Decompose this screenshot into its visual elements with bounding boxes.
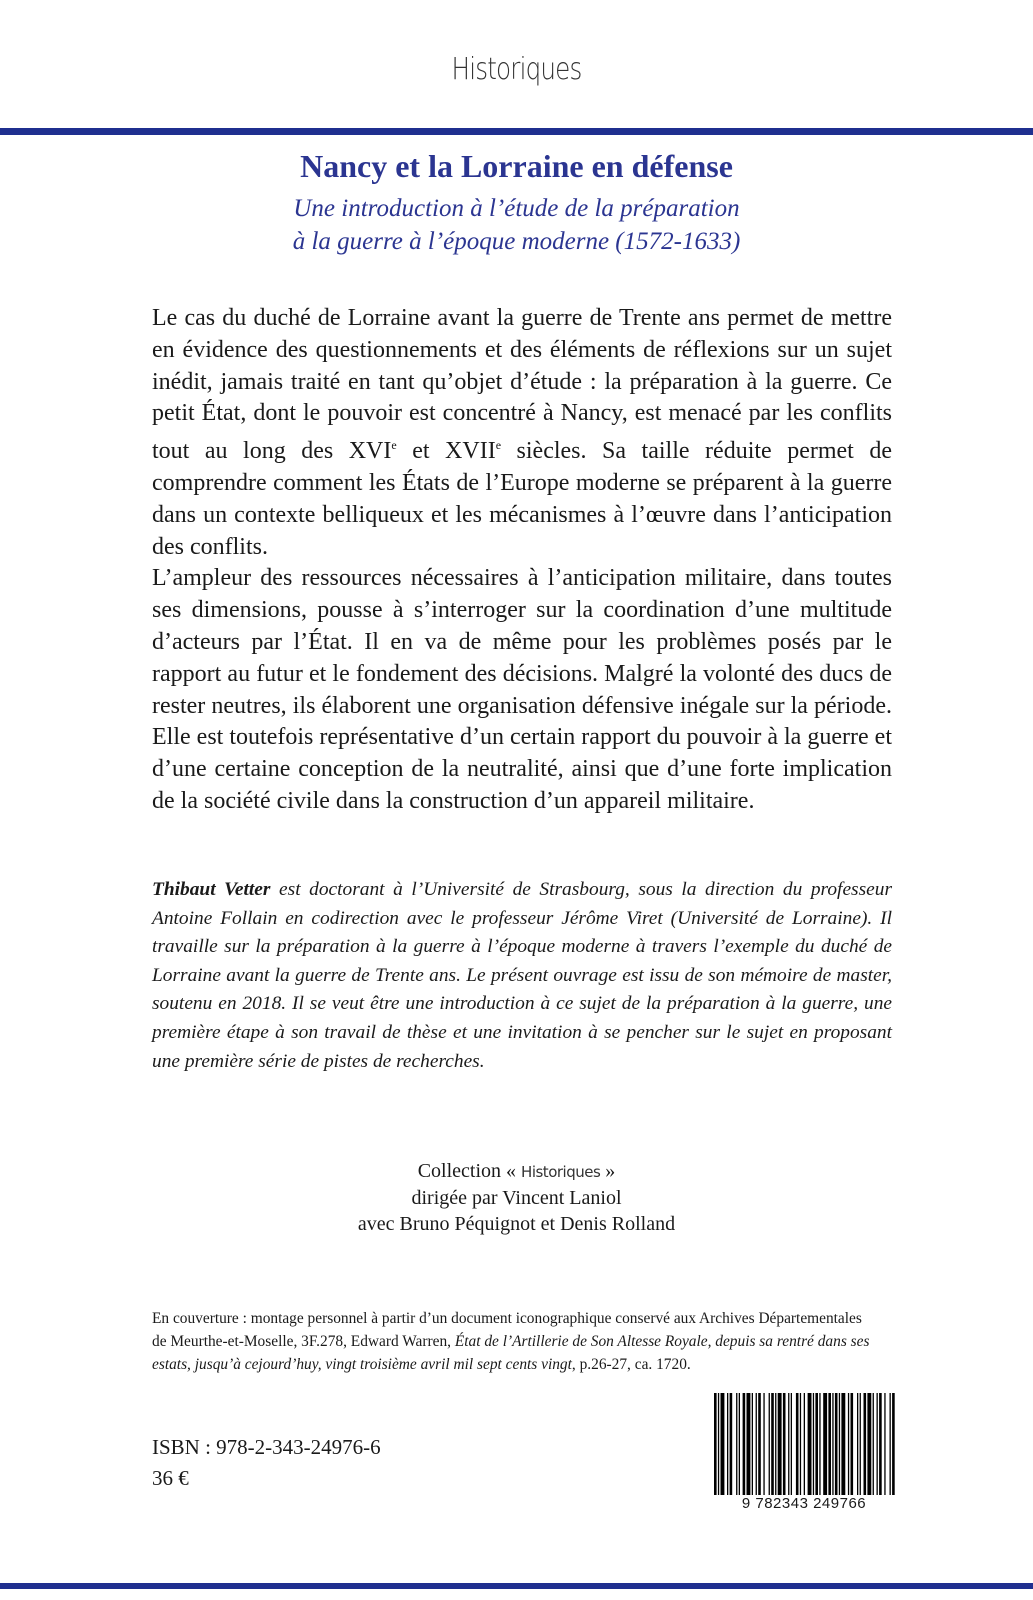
bottom-rule (0, 1583, 1033, 1589)
barcode-bar (835, 1393, 838, 1499)
barcode-bars (710, 1393, 898, 1499)
cover-credit-work-title: État de l’Artillerie de Son Altesse Royale, depuis sa rentré dans ses estats, jusqu’à cejourd’huy, vingt troisième avril mil sept cents vingt (152, 1333, 870, 1373)
barcode-bar (736, 1393, 737, 1499)
barcode-bar (892, 1393, 895, 1499)
barcode-bar (783, 1393, 786, 1499)
barcode-bar (758, 1393, 761, 1499)
barcode-bar (775, 1393, 776, 1499)
barcode-bar (800, 1393, 801, 1499)
subtitle-line-2: à la guerre à l’époque moderne (1572-1633) (292, 228, 741, 255)
price: 36 € (152, 1466, 189, 1490)
barcode-bar (747, 1393, 751, 1499)
collection-prefix: Collection « (417, 1160, 522, 1182)
barcode (710, 1393, 898, 1511)
collection-director: dirigée par Vincent Laniol (411, 1187, 622, 1209)
isbn-block (152, 1432, 381, 1494)
barcode-bar (739, 1393, 740, 1499)
barcode-bar (851, 1393, 854, 1499)
barcode-bar (763, 1393, 764, 1499)
barcode-bar (714, 1393, 717, 1499)
summary-p1-part3: siècles. Sa taille réduite permet de comprendre comment les États de l’Europe moderne se préparent à la guerre dans un contexte belliqueux et les mécanismes à l’œuvre dans l’anticipation des conflits. (152, 438, 892, 560)
barcode-bar (730, 1393, 733, 1499)
barcode-bar (721, 1393, 725, 1499)
barcode-bar (860, 1393, 861, 1499)
collection-info (0, 1158, 1033, 1237)
barcode-bar (718, 1393, 719, 1499)
collection-suffix: » (600, 1160, 616, 1182)
series-logo: Historiques (451, 52, 582, 87)
barcode-bar (877, 1393, 878, 1499)
barcode-bar (857, 1393, 858, 1499)
author-name: Thibaut Vetter (152, 879, 271, 900)
barcode-bar (727, 1393, 728, 1499)
barcode-bar (815, 1393, 818, 1499)
collection-logo: Historiques (521, 1163, 601, 1181)
barcode-bar (771, 1393, 774, 1499)
barcode-bar (884, 1393, 885, 1499)
barcode-bar (873, 1393, 874, 1499)
barcode-bar (808, 1393, 812, 1499)
book-title: Nancy et la Lorraine en défense (300, 148, 733, 184)
barcode-bar (769, 1393, 770, 1499)
century-superscript: e (391, 438, 397, 453)
summary-text (152, 303, 892, 818)
barcode-bar (804, 1393, 805, 1499)
summary-p1-part1: Le cas du duché de Lorraine avant la guerre de Trente ans permet de mettre en évidence des questionnements et des éléments de réflexions sur un sujet inédit, jamais traité en tant qu’objet d’étude : la préparation à la guerre. Ce petit État, dont le pouvoir est concentré à Nancy, est menacé par les conflits tout au long des XVI (152, 305, 892, 465)
barcode-bar (756, 1393, 757, 1499)
barcode-bar (791, 1393, 792, 1499)
cover-credit (152, 1307, 872, 1376)
barcode-bar (828, 1393, 831, 1499)
barcode-bar (832, 1393, 833, 1499)
barcode-bar (879, 1393, 882, 1499)
century-superscript: e (495, 438, 502, 453)
book-subtitle (0, 192, 1033, 258)
cover-credit-text: En couverture : montage personnel à partir d’un document iconographique conservé aux Archives Départementales de Meurthe-et-Moselle, 3F.278, Edward Warren, (152, 1310, 862, 1350)
barcode-bar (778, 1393, 782, 1499)
barcode-bar (796, 1393, 799, 1499)
barcode-number: 9 782343 249766 (710, 1495, 898, 1512)
summary-paragraph-1 (152, 303, 892, 563)
barcode-bar (813, 1393, 814, 1499)
barcode-bar (841, 1393, 845, 1499)
collection-line (0, 1158, 1033, 1185)
barcode-bar (890, 1393, 891, 1499)
top-rule (0, 128, 1033, 135)
barcode-bar (867, 1393, 871, 1499)
barcode-bar (848, 1393, 849, 1499)
barcode-bar (743, 1393, 746, 1499)
author-bio (152, 876, 892, 1076)
barcode-bar (752, 1393, 753, 1499)
collection-codirectors: avec Bruno Péquignot et Denis Rolland (357, 1213, 676, 1235)
barcode-bar (864, 1393, 867, 1499)
barcode-bar (819, 1393, 820, 1499)
isbn: ISBN : 978-2-343-24976-6 (152, 1435, 381, 1459)
cover-credit-text-end: , p.26-27, ca. 1720. (571, 1356, 691, 1373)
summary-p1-part2: et XVII (396, 438, 496, 465)
subtitle-line-1: Une introduction à l’étude de la préparation (293, 195, 740, 222)
barcode-bar (839, 1393, 840, 1499)
summary-paragraph-2: L’ampleur des ressources nécessaires à l’anticipation militaire, dans toutes ses dimensions, pousse à s’interroger sur la coordination d’une multitude d’acteurs par l’État. Il en va de même pour les problèmes posés par le rapport au futur et le fondement des décisions. Malgré la volonté des ducs de rester neutres, ils élaborent une organisation défensive inégale sur la période. Elle est toutefois représentative d’un certain rapport du pouvoir à la guerre et d’une certaine conception de la neutralité, ainsi que d’une forte implication de la société civile dans la construction d’un appareil militaire. (152, 565, 892, 814)
barcode-bar (788, 1393, 789, 1499)
barcode-bar (823, 1393, 827, 1499)
author-bio-text: est doctorant à l’Université de Strasbourg, sous la direction du professeur Antoine Follain en codirection avec le professeur Jérôme Viret (Université de Lorraine). Il travaille sur la préparation à la guerre à l’époque moderne à travers l’exemple du duché de Lorraine avant la guerre de Trente ans. Le présent ouvrage est issu de son mémoire de master, soutenu en 2018. Il se veut être une introduction à ce sujet de la préparation à la guerre, une première étape à son travail de thèse et une invitation à se pencher sur le sujet en proposant une première série de pistes de recherches. (152, 879, 892, 1072)
